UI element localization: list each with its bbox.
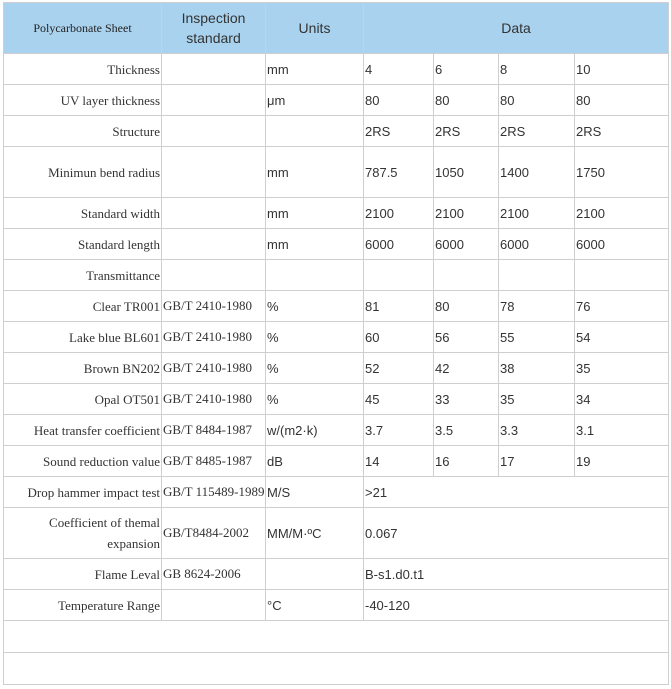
unit: % [266, 353, 364, 384]
blank-row [4, 621, 669, 653]
value-cell: 78 [499, 291, 575, 322]
inspection-standard: GB/T 2410-1980 [162, 322, 266, 353]
value-cell: >21 [364, 477, 669, 508]
inspection-standard [162, 198, 266, 229]
inspection-standard: GB/T8484-2002 [162, 508, 266, 559]
value-cell: 1750 [575, 147, 669, 198]
unit: % [266, 322, 364, 353]
value-cell: 10 [575, 54, 669, 85]
value-cell: 35 [575, 353, 669, 384]
table-row [4, 85, 669, 116]
value-cell: 2100 [434, 198, 499, 229]
table-row [4, 54, 669, 85]
table-row [4, 229, 669, 260]
value-cell: 2100 [575, 198, 669, 229]
table-row [4, 260, 669, 291]
table-row [4, 477, 669, 508]
value-cell: 2RS [364, 116, 434, 147]
inspection-standard: GB/T 8485-1987 [162, 446, 266, 477]
table-row [4, 590, 669, 621]
inspection-standard [162, 54, 266, 85]
unit [266, 559, 364, 590]
property-name: Coefficient of themal expansion [4, 508, 162, 559]
property-name: Drop hammer impact test [4, 477, 162, 508]
property-name: Flame Leval [4, 559, 162, 590]
value-cell: 33 [434, 384, 499, 415]
unit: MM/M·ºC [266, 508, 364, 559]
value-cell: 60 [364, 322, 434, 353]
value-cell: 76 [575, 291, 669, 322]
property-name: UV layer thickness [4, 85, 162, 116]
inspection-standard [162, 590, 266, 621]
value-cell: 19 [575, 446, 669, 477]
table-row [4, 116, 669, 147]
inspection-standard: GB 8624-2006 [162, 559, 266, 590]
unit: °C [266, 590, 364, 621]
value-cell: 4 [364, 54, 434, 85]
value-cell: 3.1 [575, 415, 669, 446]
value-cell: 2RS [575, 116, 669, 147]
property-name: Thickness [4, 54, 162, 85]
table-row [4, 415, 669, 446]
value-cell: 80 [364, 85, 434, 116]
value-cell [575, 260, 669, 291]
value-cell [434, 260, 499, 291]
value-cell: 1400 [499, 147, 575, 198]
unit: % [266, 384, 364, 415]
value-cell: 6000 [364, 229, 434, 260]
unit: mm [266, 229, 364, 260]
inspection-standard [162, 260, 266, 291]
unit [266, 116, 364, 147]
blank-row [4, 653, 669, 685]
value-cell: 56 [434, 322, 499, 353]
value-cell: 14 [364, 446, 434, 477]
value-cell: 38 [499, 353, 575, 384]
property-name: Standard length [4, 229, 162, 260]
value-cell: 6 [434, 54, 499, 85]
value-cell: 17 [499, 446, 575, 477]
unit: % [266, 291, 364, 322]
table-row [4, 384, 669, 415]
value-cell: 2100 [499, 198, 575, 229]
unit: M/S [266, 477, 364, 508]
value-cell: 54 [575, 322, 669, 353]
unit: μm [266, 85, 364, 116]
inspection-standard [162, 116, 266, 147]
property-name: Heat transfer coefficient [4, 415, 162, 446]
table-row [4, 198, 669, 229]
unit: dB [266, 446, 364, 477]
property-name: Opal OT501 [4, 384, 162, 415]
unit: mm [266, 198, 364, 229]
inspection-standard [162, 229, 266, 260]
header-units: Units [266, 3, 364, 54]
value-cell: 55 [499, 322, 575, 353]
value-cell: 6000 [499, 229, 575, 260]
table-row [4, 291, 669, 322]
value-cell: 8 [499, 54, 575, 85]
value-cell: 0.067 [364, 508, 669, 559]
value-cell: 2RS [434, 116, 499, 147]
table-row [4, 508, 669, 559]
inspection-standard [162, 147, 266, 198]
unit: mm [266, 54, 364, 85]
value-cell: 6000 [575, 229, 669, 260]
unit: mm [266, 147, 364, 198]
value-cell: 52 [364, 353, 434, 384]
value-cell: 42 [434, 353, 499, 384]
table-row [4, 559, 669, 590]
header-data: Data [364, 3, 669, 54]
inspection-standard: GB/T 115489-1989 [162, 477, 266, 508]
table-row [4, 147, 669, 198]
table-row [4, 446, 669, 477]
value-cell: 80 [575, 85, 669, 116]
value-cell: 3.3 [499, 415, 575, 446]
value-cell: 2RS [499, 116, 575, 147]
value-cell: 16 [434, 446, 499, 477]
property-name: Lake blue BL601 [4, 322, 162, 353]
unit [266, 260, 364, 291]
value-cell [499, 260, 575, 291]
blank-cell [4, 653, 669, 685]
inspection-standard: GB/T 2410-1980 [162, 291, 266, 322]
table-row [4, 353, 669, 384]
value-cell: 34 [575, 384, 669, 415]
property-name: Brown BN202 [4, 353, 162, 384]
value-cell: B-s1.d0.t1 [364, 559, 669, 590]
header-row [4, 3, 669, 54]
value-cell: 35 [499, 384, 575, 415]
property-name: Sound reduction value [4, 446, 162, 477]
value-cell: 6000 [434, 229, 499, 260]
value-cell: 81 [364, 291, 434, 322]
value-cell: 80 [434, 291, 499, 322]
inspection-standard: GB/T 2410-1980 [162, 353, 266, 384]
blank-cell [4, 621, 669, 653]
table-row [4, 322, 669, 353]
value-cell: 1050 [434, 147, 499, 198]
property-name: Transmittance [4, 260, 162, 291]
value-cell: 3.7 [364, 415, 434, 446]
inspection-standard [162, 85, 266, 116]
header-standard: Inspection standard [162, 3, 266, 54]
value-cell: 3.5 [434, 415, 499, 446]
inspection-standard: GB/T 8484-1987 [162, 415, 266, 446]
value-cell: -40-120 [364, 590, 669, 621]
value-cell: 2100 [364, 198, 434, 229]
value-cell: 45 [364, 384, 434, 415]
value-cell: 787.5 [364, 147, 434, 198]
property-name: Minimun bend radius [4, 147, 162, 198]
value-cell [364, 260, 434, 291]
unit: w/(m2·k) [266, 415, 364, 446]
property-name: Clear TR001 [4, 291, 162, 322]
property-name: Standard width [4, 198, 162, 229]
header-name: Polycarbonate Sheet [4, 3, 162, 54]
polycarbonate-spec-table [3, 2, 669, 685]
property-name: Temperature Range [4, 590, 162, 621]
value-cell: 80 [434, 85, 499, 116]
inspection-standard: GB/T 2410-1980 [162, 384, 266, 415]
value-cell: 80 [499, 85, 575, 116]
property-name: Structure [4, 116, 162, 147]
